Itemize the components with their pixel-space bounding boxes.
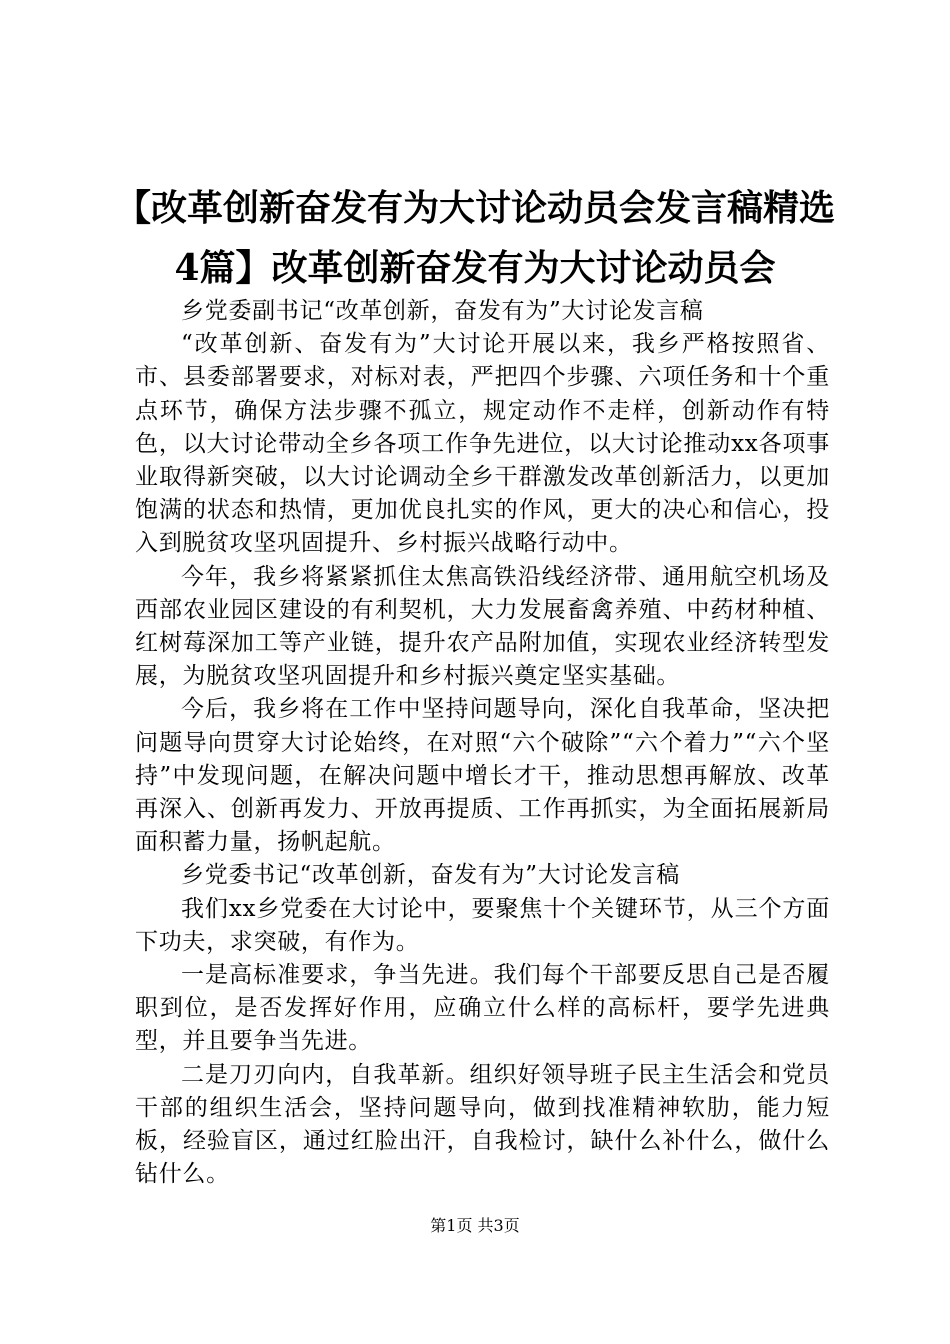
paragraph: 我们xx乡党委在大讨论中，要聚焦十个关键环节，从三个方面下功夫，求突破，有作为。 [135, 895, 830, 955]
paragraph: 今后，我乡将在工作中坚持问题导向，深化自我革命，坚决把问题导向贯穿大讨论始终，在对照“六个破除”“六个着力”“六个坚持”中发现问题，在解决问题中增长才干，推动思想再解放、改革再深入、创新再发力、开放再提质、工作再抓实，为全面拓展新局面积蓄力量，扬帆起航。 [135, 696, 830, 856]
paragraph: 今年，我乡将紧紧抓住太焦高铁沿线经济带、通用航空机场及西部农业园区建设的有利契机，大力发展畜禽养殖、中药材种植、红树莓深加工等产业链，提升农产品附加值，实现农业经济转型发展，为脱贫攻坚巩固提升和乡村振兴奠定坚实基础。 [135, 563, 830, 690]
document-body [135, 295, 830, 1191]
document-title-line-2: 4篇】改革创新奋发有为大讨论动员会 [174, 247, 776, 289]
paragraph: 二是刀刃向内，自我革新。组织好领导班子民主生活会和党员干部的组织生活会，坚持问题导向，做到找准精神软肋，能力短板，经验盲区，通过红脸出汗，自我检讨，缺什么补什么，做什么钻什么。 [135, 1061, 830, 1188]
paragraph-heading-deputy-secretary: 乡党委副书记“改革创新，奋发有为”大讨论发言稿 [181, 298, 704, 324]
paragraph: “改革创新、奋发有为”大讨论开展以来，我乡严格按照省、市、县委部署要求，对标对表，严把四个步骤、六项任务和十个重点环节，确保方法步骤不孤立，规定动作不走样，创新动作有特色，以大讨论带动全乡各项工作争先进位，以大讨论推动xx各项事业取得新突破，以大讨论调动全乡干群激发改革创新活力，以更加饱满的状态和热情，更加优良扎实的作风，更大的决心和信心，投入到脱贫攻坚巩固提升、乡村振兴战略行动中。 [135, 331, 830, 557]
page-number-footer: 第1页 共3页 [430, 1216, 520, 1235]
document-title-line-1: 【改革创新奋发有为大讨论动员会发言稿精选 [114, 187, 835, 229]
paragraph: 一是高标准要求，争当先进。我们每个干部要反思自己是否履职到位，是否发挥好作用，应确立什么样的高标杆，要学先进典型，并且要争当先进。 [135, 962, 830, 1055]
paragraph-heading-party-secretary: 乡党委书记“改革创新，奋发有为”大讨论发言稿 [181, 862, 680, 889]
